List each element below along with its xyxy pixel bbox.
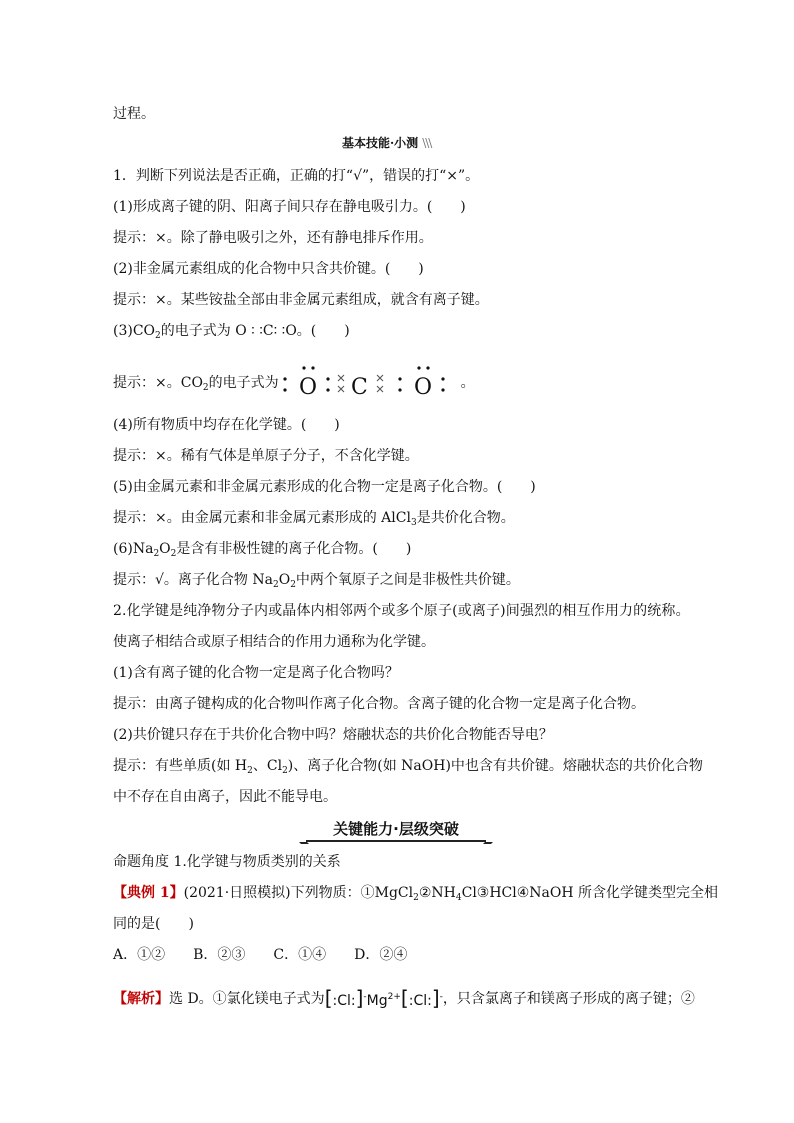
hint-1-3-end: 。 <box>460 375 475 391</box>
subscript: 2 <box>170 549 177 559</box>
subscript: 2 <box>413 893 419 903</box>
mg-symbol: Mg <box>366 993 388 1009</box>
charge: - <box>439 992 443 1002</box>
lewis-o-left: O <box>298 375 317 400</box>
subscript: 2 <box>290 580 296 590</box>
question-1-6-text: 是含有非极性键的离子化合物。( ) <box>176 541 412 557</box>
section-heading-key-text: 关键能力·层级突破 <box>333 820 459 838</box>
question-1-4: (4)所有物质中均存在化学键。( ) <box>113 417 340 433</box>
hint-1-6-text: 中两个氧原子之间是非极性共价键。 <box>295 572 520 588</box>
analysis-text-b: ，只含氯离子和镁离子形成的离子键；② <box>442 991 695 1007</box>
example-1-options: A．①② B．②③ C．①④ D．②④ <box>113 947 408 963</box>
lewis-c: C <box>350 375 368 400</box>
hint-2-2-line-2: 中不存在自由离子，因此不能导电。 <box>113 789 337 805</box>
question-2-line-2: 使离子相结合或原子相结合的作用力通称为化学键。 <box>113 634 435 650</box>
example-1-text-b: ②NH <box>418 885 456 901</box>
question-1-6-mid: O <box>159 541 171 557</box>
question-1-3 <box>113 321 350 346</box>
example-1-line-2: 同的是( ) <box>113 916 194 932</box>
question-1-5: (5)由金属元素和非金属元素形成的化合物一定是离子化合物。( ) <box>113 479 536 495</box>
cl-symbol: :Cl: <box>408 993 432 1009</box>
hint-1-3-prefix: 提示：×。CO <box>113 375 203 391</box>
topic-angle: 命题角度 1.化学键与物质类别的关系 <box>113 854 341 870</box>
hint-1-6-mid: O <box>278 572 291 588</box>
charge: - <box>363 992 367 1002</box>
bracket-right: ] <box>431 986 440 1010</box>
question-1-6-prefix: (6)Na <box>113 541 154 557</box>
text-line: 过程。 <box>113 106 155 122</box>
bracket-left: [ <box>400 986 409 1010</box>
hint-1-1: 提示：×。除了静电吸引之外，还有静电排斥作用。 <box>113 230 433 246</box>
hint-1-3-text: 的电子式为 <box>208 375 279 391</box>
question-1-3-text: 的电子式为 O ∶ ∶C∶ ∶O。( ) <box>160 323 350 339</box>
mgcl2-electron-formula <box>325 985 443 1013</box>
hint-1-5-prefix: 提示：×。由金属元素和非金属元素形成的 AlCl <box>113 510 411 526</box>
section-heading-key <box>300 818 492 844</box>
decoration-slashes: \\\ <box>422 136 432 150</box>
question-1-6 <box>113 539 411 564</box>
subscript: 2 <box>282 766 288 776</box>
subscript: 2 <box>153 549 160 559</box>
question-2-2: (2)共价键只存在于共价化合物中吗？熔融状态的共价化合物能否导电？ <box>113 727 553 743</box>
subscript: 2 <box>247 766 253 776</box>
subscript: 2 <box>155 331 161 341</box>
question-2-1: (1)含有离子键的化合物一定是离子化合物吗？ <box>113 665 399 681</box>
question-1-1: (1)形成离子键的阴、阳离子间只存在静电吸引力。( ) <box>113 199 466 215</box>
hint-1-2: 提示：×。某些铵盐全部由非金属元素组成，就含有离子键。 <box>113 292 489 308</box>
subscript: 4 <box>455 893 462 903</box>
cl-symbol: :Cl: <box>332 993 356 1009</box>
co2-lewis-structure <box>281 364 461 402</box>
hint-1-6 <box>113 570 520 595</box>
hint-2-1: 提示：由离子键构成的化合物叫作离子化合物。含离子键的化合物一定是离子化合物。 <box>113 696 645 712</box>
analysis-text-a: 选 D。①氯化镁电子式为 <box>169 991 325 1007</box>
analysis-line <box>113 985 695 1013</box>
example-tag: 【典例 1】 <box>113 885 184 901</box>
hint-2-2-text: )、离子化合物(如 NaOH)中也含有共价键。熔融状态的共价化合物 <box>287 758 703 774</box>
section-heading-basic-text: 基本技能·小测 <box>342 136 419 150</box>
example-1-line-1 <box>113 883 718 908</box>
hint-1-4: 提示：×。稀有气体是单原子分子，不含化学键。 <box>113 448 419 464</box>
section-heading-basic <box>342 135 431 151</box>
bracket-left: [ <box>324 986 333 1010</box>
hint-1-3 <box>113 364 475 407</box>
co2-electron-formula <box>281 364 461 402</box>
hint-2-2-mid: 、Cl <box>252 758 283 774</box>
question-1-3-prefix: (3)CO <box>113 323 156 339</box>
heading-underline <box>306 840 486 842</box>
example-1-text-c: Cl③HCl④NaOH 所含化学键类型完全相 <box>461 885 719 901</box>
hint-2-2-prefix: 提示：有些单质(如 H <box>113 758 248 774</box>
hint-1-5-text: 是共价化合物。 <box>416 510 515 526</box>
question-1: 1．判断下列说法是否正确，正确的打“√”，错误的打“×”。 <box>113 168 480 184</box>
subscript: 2 <box>202 383 209 393</box>
charge: 2+ <box>387 992 401 1002</box>
question-1-2: (2)非金属元素组成的化合物中只含共价键。( ) <box>113 261 424 277</box>
question-2-line-1: 2.化学键是纯净物分子内或晶体内相邻两个或多个原子(或离子)间强烈的相互作用力的统称。 <box>113 603 690 619</box>
subscript: 2 <box>272 580 279 590</box>
hint-1-5 <box>113 508 515 533</box>
bracket-right: ] <box>355 986 364 1010</box>
subscript: 3 <box>410 518 417 528</box>
hint-1-6-prefix: 提示：√。离子化合物 Na <box>113 572 273 588</box>
lewis-o-right: O <box>413 375 432 400</box>
hint-2-2-line-1 <box>113 756 703 781</box>
analysis-tag: 【解析】 <box>113 991 169 1007</box>
example-1-text-a: (2021·日照模拟)下列物质：①MgCl <box>183 885 414 901</box>
